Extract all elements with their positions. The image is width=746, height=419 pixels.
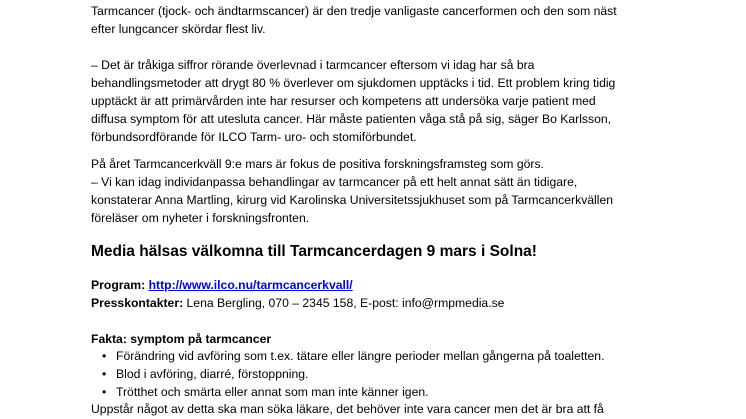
text-line: förbundsordförande för ILCO Tarm- uro- och stomiförbundet. xyxy=(91,130,417,144)
list-item-text: Trötthet och smärta eller annat som man inte känner igen. xyxy=(116,385,429,399)
list-item xyxy=(91,347,731,365)
program-line xyxy=(91,276,731,294)
bullet-icon: • xyxy=(102,385,107,399)
text-line: upptäckt är att primärvården inte har resurser och kompetens att undersöka varje patient med xyxy=(91,94,596,108)
press-contact-line xyxy=(91,294,731,312)
program-label: Program: xyxy=(91,278,146,292)
bullet-icon: • xyxy=(102,349,107,363)
press-contact-label: Presskontakter: xyxy=(91,296,184,310)
program-link[interactable]: http://www.ilco.nu/tarmcancerkvall/ xyxy=(148,278,353,292)
list-item xyxy=(91,365,731,383)
facts-title: Fakta: symptom på tarmcancer xyxy=(91,332,272,346)
quote-paragraph-martling xyxy=(91,155,731,227)
text-line: Uppstår något av detta ska man söka läkare, det behöver inte vara cancer men det är bra att få xyxy=(91,402,604,416)
bullet-icon: • xyxy=(102,367,107,381)
text-line: – Vi kan idag individanpassa behandlingar av tarmcancer på ett helt annat sätt än tidigare, xyxy=(91,175,578,189)
text-line: behandlingsmetoder att drygt 80 % överlever om sjukdomen upptäcks i tid. Ett problem kring tidig xyxy=(91,76,616,90)
text-line: diffusa symptom för att utesluta cancer. Här måste patienten våga stå på sig, säger Bo Karlsson, xyxy=(91,112,612,126)
text-line: konstaterar Anna Martling, kirurg vid Karolinska Universitetssjukhuset som på Tarmcancerkvällen xyxy=(91,193,614,207)
text-line: – Det är tråkiga siffror rörande överlevnad i tarmcancer eftersom vi idag har så bra xyxy=(91,58,535,72)
list-item xyxy=(91,383,731,401)
symptom-list xyxy=(91,347,731,401)
closing-paragraph xyxy=(91,400,731,418)
intro-paragraph xyxy=(91,2,731,38)
text-line: efter lungcancer skördar flest liv. xyxy=(91,22,266,36)
text-line: föreläser om nyheter i forskningsfronten. xyxy=(91,211,310,225)
text-line: Tarmcancer (tjock- och ändtarmscancer) är den tredje vanligaste cancerformen och den som näst xyxy=(91,4,617,18)
press-contact-value: Lena Bergling, 070 – 2345 158, E-post: info@rmpmedia.se xyxy=(186,296,505,310)
contact-info xyxy=(91,276,731,312)
text-line: På året Tarmcancerkväll 9:e mars är fokus de positiva forskningsframsteg som görs. xyxy=(91,157,544,171)
list-item-text: Blod i avföring, diarré, förstoppning. xyxy=(116,367,309,381)
list-item-text: Förändring vid avföring som t.ex. tätare eller längre perioder mellan gångerna på toaletten. xyxy=(116,349,605,363)
quote-paragraph-karlsson xyxy=(91,56,731,146)
section-heading: Media hälsas välkomna till Tarmcancerdagen 9 mars i Solna! xyxy=(91,243,537,260)
